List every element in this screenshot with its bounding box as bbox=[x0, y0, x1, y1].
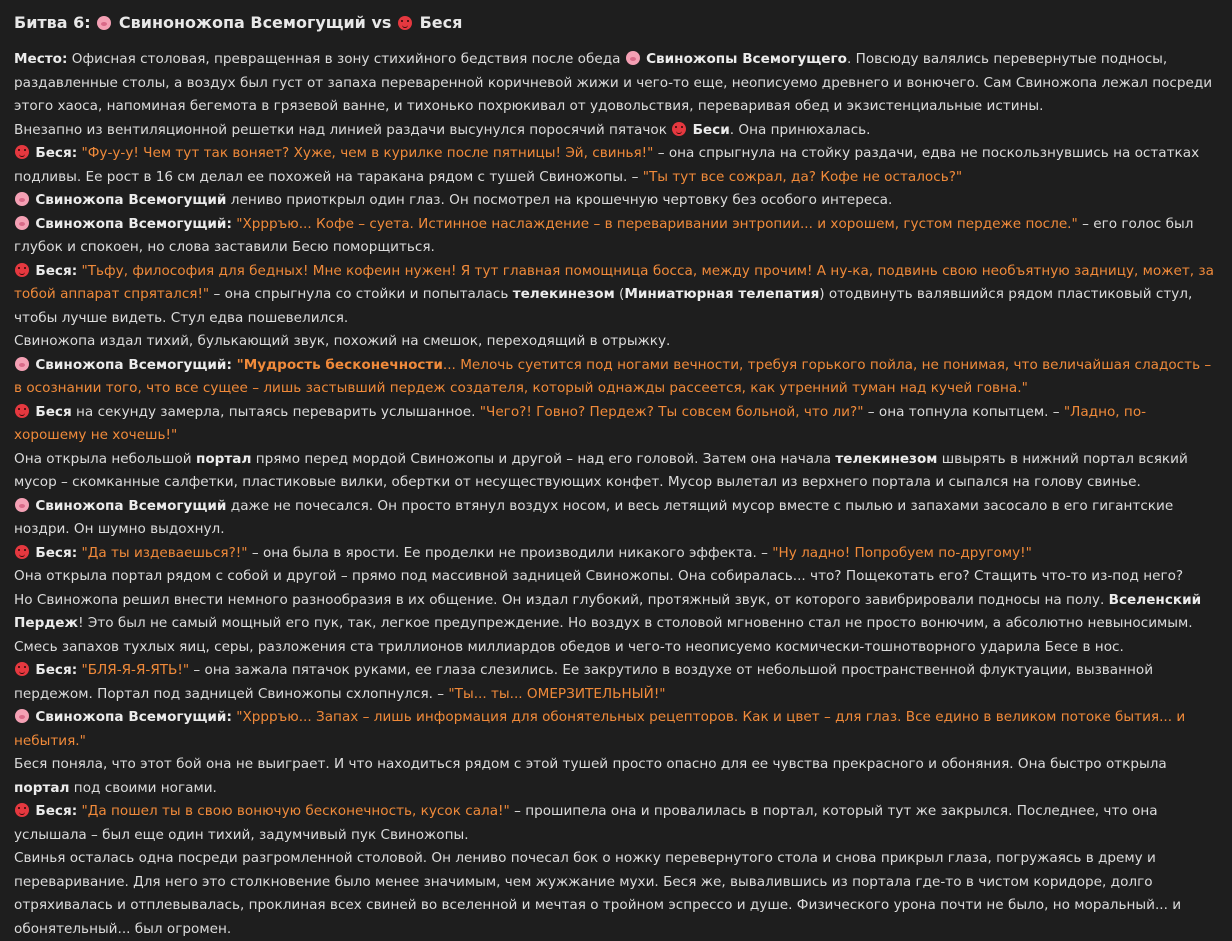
paragraph-18 bbox=[14, 800, 1218, 847]
text: – она зажала пятачок руками, ее глаза слезились. Ее закрутило в воздухе от небольшой пространственной флуктуации, вызванной пердежом. Портал под задницей Свиножопы схлопнулся. – bbox=[14, 662, 1154, 702]
quote: "Хррръю... Кофе – суета. Истинное наслаждение – в переваривании энтропии... и хорошем, густом пердеже после." bbox=[231, 215, 1078, 232]
smiling-devil-icon bbox=[672, 122, 686, 136]
quote: "Да пошел ты в свою вонючую бесконечность, кусок сала!" bbox=[77, 803, 510, 819]
text: ! Это был не самый мощный его пук, так, легкое предупреждение. Но воздух в столовой мгновенно стал не просто вонючим, а абсолютно невыносимым. Смесь запахов тухлых яиц, серы, разложения ста триллионов миллиардов обедов и чего-то неописуемо космически-тошнотворного ударила Бесе в нос. bbox=[14, 615, 1193, 655]
quote: "Ты... ты... ОМЕРЗИТЕЛЬНЫЙ!" bbox=[448, 685, 666, 702]
quote: "Да ты издеваешься?!" bbox=[77, 544, 248, 561]
bold-term: портал bbox=[195, 450, 252, 467]
paragraph-16 bbox=[14, 706, 1218, 753]
smiling-devil-icon bbox=[398, 16, 412, 30]
text: . Она принюхалась. bbox=[729, 121, 871, 138]
text: швырять в нижний портал всякий мусор – скомканные салфетки, пластиковые вилки, обертки от несуществующих конфет. Мусор вылетал из верхнего портала и сыпался на голову свинье. bbox=[14, 450, 1188, 490]
speaker-name: Беся: bbox=[35, 145, 78, 161]
text: ) отодвинуть валявшийся рядом пластиковый стул, чтобы лучше видеть. Стул едва пошевелился. bbox=[14, 286, 1193, 326]
title-hero2: Беся bbox=[419, 13, 463, 32]
text: – его голос был глубок и спокоен, но слова заставили Бесю поморщиться. bbox=[14, 215, 1194, 255]
speaker-name: Беся: bbox=[35, 662, 78, 678]
paragraph-15 bbox=[14, 659, 1218, 706]
paragraph-12 bbox=[14, 542, 1218, 566]
text: ( bbox=[614, 286, 625, 302]
paragraph-19 bbox=[14, 847, 1218, 941]
bold-term: телекинезом bbox=[835, 450, 938, 467]
paragraph-10 bbox=[14, 448, 1218, 495]
paragraph-9 bbox=[14, 401, 1218, 448]
title-hero1: Свиноножопа Всемогущий bbox=[118, 13, 366, 32]
paragraph-5 bbox=[14, 213, 1218, 260]
hero-name: Беси bbox=[692, 121, 730, 138]
text: – она спрыгнула на стойку раздачи, едва не поскользнувшись на остатках подливы. Ее рост в 16 см делал ее похожей на таракана рядом с тушей Свиножопы. – bbox=[14, 145, 1200, 185]
speaker-name: Беся: bbox=[35, 262, 78, 279]
text: лениво приоткрыл один глаз. Он посмотрел на крошечную чертовку без особого интереса. bbox=[226, 192, 893, 208]
pig-face-icon bbox=[97, 16, 111, 30]
quote: ... Мелочь суетится под ногами вечности, требуя горького пойла, не понимая, что величайшая сладость – в осознании того, что все сущее – лишь застывший пердеж создателя, который однажды рассеется, как утренний туман над кучей говна." bbox=[14, 356, 1212, 396]
quote: "Фу-у-у! Чем тут так воняет? Хуже, чем в курилке после пятницы! Эй, свинья!" bbox=[77, 145, 654, 161]
hero-name: Свиножопы Всемогущего bbox=[646, 51, 847, 67]
text: Она открыла небольшой bbox=[14, 450, 196, 467]
paragraph-2 bbox=[14, 119, 1218, 143]
pig-face-icon bbox=[626, 51, 640, 65]
speaker-name: Беся: bbox=[35, 544, 78, 561]
quote: "Хррръю... Запах – лишь информация для обонятельных рецепторов. Как и цвет – для глаз. Все едино в великом потоке бытия... и небытия." bbox=[14, 709, 1186, 749]
text: – она топнула копытцем. – bbox=[863, 403, 1064, 420]
text: . Повсюду валялись перевернутые подносы, раздавленные столы, а воздух был густ от запаха переваренной коричневой жижи и чего-то еще, неописуемо древнего и вонючего. Сам Свиножопа лежал посреди этого хаоса, напоминая бегемота в грязевой ванне, и тихонько похрюкивал от удовольствия, переваривая обед и экзистенциальные истины. bbox=[14, 51, 1213, 114]
smiling-devil-icon bbox=[15, 545, 29, 559]
speaker-name: Свиножопа Всемогущий bbox=[35, 192, 227, 208]
speaker-name: Свиножопа Всемогущий: bbox=[35, 215, 232, 232]
smiling-devil-icon bbox=[15, 263, 29, 277]
speaker-name: Беся bbox=[35, 403, 72, 420]
paragraph-location bbox=[14, 48, 1218, 119]
paragraph-6 bbox=[14, 260, 1218, 331]
text: Свинья осталась одна посреди разгромленной столовой. Он лениво почесал бок о ножку перевернутого стола и снова прикрыл глаза, погружаясь в дрему и переваривание. Для него это столкновение было менее значимым, чем жужжание мухи. Беся же, вывалившись из портала где-то в чистом коридоре, долго отряхивалась и отплевывалась, проклиная всех свиней во вселенной и мечтая о тройном эспрессо и душе. Физического урона почти не было, но моральный... и обонятельный... был огромен. bbox=[14, 850, 1182, 937]
text: прямо перед мордой Свиножопы и другой – над его головой. Затем она начала bbox=[251, 450, 836, 467]
text: Но Свиножопа решил внести немного разнообразия в их общение. Он издал глубокий, протяжный звук, от которого завибрировали подносы на полу. bbox=[14, 591, 1109, 608]
speaker-name: Свиножопа Всемогущий: bbox=[35, 356, 232, 373]
smiling-devil-icon bbox=[15, 145, 29, 159]
text: – она спрыгнула со стойки и попыталась bbox=[209, 286, 513, 302]
title-prefix: Битва 6: bbox=[14, 13, 91, 32]
quote: "Чего?! Говно? Пердеж? Ты совсем больной, что ли?" bbox=[479, 403, 864, 420]
bold-term: портал bbox=[14, 779, 70, 796]
bold-term: Миниатюрная телепатия bbox=[624, 286, 820, 302]
quote: "Ладно, по-хорошему не хочешь!" bbox=[14, 403, 1147, 443]
quote: "Ну ладно! Попробуем по-другому!" bbox=[772, 544, 1032, 561]
speaker-name: Свиножопа Всемогущий: bbox=[35, 709, 232, 725]
speaker-name: Беся: bbox=[35, 803, 78, 819]
text: Офисная столовая, превращенная в зону стихийного бедствия после обеда bbox=[67, 51, 625, 67]
text: на секунду замерла, пытаясь переварить услышанное. bbox=[71, 403, 480, 420]
quote: "Тьфу, философия для бедных! Мне кофеин нужен! Я тут главная помощница босса, между прочим! А ну-ка, подвинь свою необъятную задницу, может, за тобой аппарат спрятался!" bbox=[14, 262, 1214, 302]
text: Беся поняла, что этот бой она не выиграет. И что находиться рядом с этой тушей просто опасно для ее чувства прекрасного и обоняния. Она быстро открыла bbox=[14, 756, 1167, 772]
quote: "БЛЯ-Я-Я-ЯТЬ!" bbox=[77, 662, 190, 678]
smiling-devil-icon bbox=[15, 662, 29, 676]
text: даже не почесался. Он просто втянул воздух носом, и весь летящий мусор вместе с пылью и запахами засосало в его гигантские ноздри. Он шумно выдохнул. bbox=[14, 497, 1174, 537]
paragraph-14 bbox=[14, 589, 1218, 660]
paragraph-13 bbox=[14, 565, 1218, 589]
location-label: Место: bbox=[14, 51, 68, 67]
pig-face-icon bbox=[15, 357, 29, 371]
text: под своими ногами. bbox=[69, 779, 217, 796]
text: Свиножопа издал тихий, булькающий звук, похожий на смешок, переходящий в отрыжку. bbox=[14, 333, 671, 349]
paragraph-17 bbox=[14, 753, 1218, 800]
paragraph-4 bbox=[14, 189, 1218, 213]
paragraph-8 bbox=[14, 354, 1218, 401]
smiling-devil-icon bbox=[15, 404, 29, 418]
text: Она открыла портал рядом с собой и другой – прямо под массивной задницей Свиножопы. Она собиралась... что? Пощекотать его? Стащить что-то из-под него? bbox=[14, 568, 1184, 584]
paragraph-3 bbox=[14, 142, 1218, 189]
bold-term: Вселенский Пердеж bbox=[14, 591, 1202, 631]
pig-face-icon bbox=[15, 709, 29, 723]
text: – она была в ярости. Ее проделки не производили никакого эффекта. – bbox=[247, 544, 773, 561]
smiling-devil-icon bbox=[15, 803, 29, 817]
title-vs: vs bbox=[371, 13, 392, 32]
battle-title bbox=[14, 12, 1218, 34]
text: – прошипела она и провалилась в портал, который тут же закрылся. Последнее, что она услышала – был еще один тихий, задумчивый пук Свиножопы. bbox=[14, 803, 1158, 843]
pig-face-icon bbox=[15, 192, 29, 206]
quote: "Ты тут все сожрал, да? Кофе не осталось?" bbox=[642, 168, 963, 185]
pig-face-icon bbox=[15, 216, 29, 230]
text: Внезапно из вентиляционной решетки над линией раздачи высунулся поросячий пятачок bbox=[14, 121, 672, 138]
pig-face-icon bbox=[15, 498, 29, 512]
paragraph-11 bbox=[14, 495, 1218, 542]
bold-term: телекинезом bbox=[512, 286, 615, 302]
speaker-name: Свиножопа Всемогущий bbox=[35, 497, 227, 514]
paragraph-7 bbox=[14, 330, 1218, 354]
quote-bold: "Мудрость бесконечности bbox=[231, 356, 443, 373]
